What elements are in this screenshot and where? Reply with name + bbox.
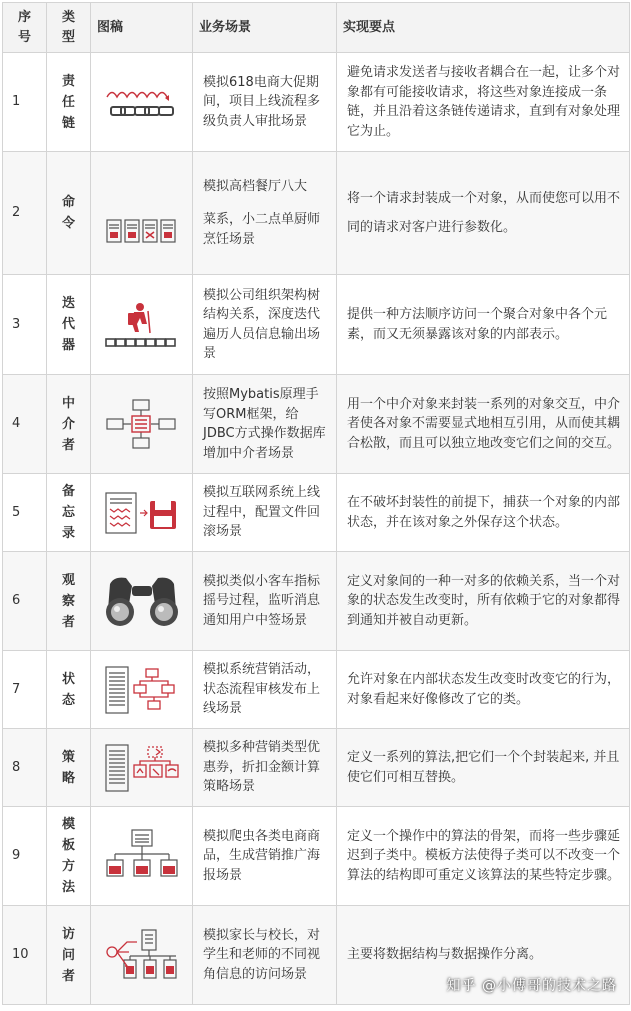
implementation-notes: 将一个请求封装成一个对象，从而使您可以用不同的请求对客户进行参数化。	[337, 152, 630, 275]
business-scene: 模拟公司组织架构树结构关系，深度迭代遍历人员信息输出场景	[193, 275, 337, 375]
table-row	[3, 729, 630, 807]
header-type: 类型	[47, 3, 91, 53]
mediator-icon	[105, 398, 179, 450]
pattern-type: 责任链	[47, 53, 91, 152]
strategy-icon	[104, 743, 180, 793]
state-flow-icon	[104, 665, 180, 715]
business-scene: 模拟618电商大促期间，项目上线流程多级负责人审批场景	[193, 53, 337, 152]
row-number: 7	[3, 651, 47, 729]
header-scene: 业务场景	[193, 3, 337, 53]
table-header-row	[3, 3, 630, 53]
implementation-notes: 用一个中介对象来封装一系列的对象交互，中介者使各对象不需要显式地相互引用，从而使其耦合松散，而且可以独立地改变它们之间的交互。	[337, 375, 630, 474]
table-row	[3, 275, 630, 375]
header-figure: 图稿	[91, 3, 193, 53]
binoculars-icon	[102, 574, 182, 628]
pattern-type: 备忘录	[47, 474, 91, 552]
implementation-notes: 提供一种方法顺序访问一个聚合对象中各个元素，而又无须暴露该对象的内部表示。	[337, 275, 630, 375]
pattern-type: 策略	[47, 729, 91, 807]
row-number: 10	[3, 906, 47, 1005]
memento-icon	[104, 491, 180, 535]
table-row	[3, 651, 630, 729]
table-row	[3, 552, 630, 651]
pattern-type: 迭代器	[47, 275, 91, 375]
table-row	[3, 807, 630, 906]
row-number: 9	[3, 807, 47, 906]
command-icon	[105, 218, 179, 246]
table-row	[3, 474, 630, 552]
business-scene: 模拟互联网系统上线过程中，配置文件回滚场景	[193, 474, 337, 552]
row-number: 6	[3, 552, 47, 651]
business-scene: 模拟系统营销活动，状态流程审核发布上线场景	[193, 651, 337, 729]
iterator-icon	[104, 301, 180, 349]
table-row	[3, 375, 630, 474]
header-no: 序号	[3, 3, 47, 53]
business-scene: 模拟多种营销类型优惠券，折扣金额计算策略场景	[193, 729, 337, 807]
table-row	[3, 152, 630, 275]
header-desc: 实现要点	[337, 3, 630, 53]
implementation-notes: 允许对象在内部状态发生改变时改变它的行为，对象看起来好像修改了它的类。	[337, 651, 630, 729]
row-number: 5	[3, 474, 47, 552]
row-number: 8	[3, 729, 47, 807]
implementation-notes: 定义一个操作中的算法的骨架，而将一些步骤延迟到子类中。模板方法使得子类可以不改变一个算法的结构即可重定义该算法的某些特定步骤。	[337, 807, 630, 906]
template-tree-icon	[105, 828, 179, 884]
business-scene: 按照Mybatis原理手写ORM框架，给JDBC方式操作数据库增加中介者场景	[193, 375, 337, 474]
business-scene: 模拟类似小客车指标摇号过程，监听消息通知用户中签场景	[193, 552, 337, 651]
pattern-type: 模板方法	[47, 807, 91, 906]
implementation-notes: 避免请求发送者与接收者耦合在一起，让多个对象都有可能接收请求，将这些对象连接成一条链，并且沿着这条链传递请求，直到有对象处理它为止。	[337, 53, 630, 152]
pattern-type: 中介者	[47, 375, 91, 474]
chain-of-responsibility-icon	[105, 85, 179, 119]
pattern-type: 状态	[47, 651, 91, 729]
business-scene: 模拟爬虫各类电商商品，生成营销推广海报场景	[193, 807, 337, 906]
implementation-notes: 定义一系列的算法,把它们一个个封装起来, 并且使它们可相互替换。	[337, 729, 630, 807]
row-number: 1	[3, 53, 47, 152]
row-number: 2	[3, 152, 47, 275]
row-number: 4	[3, 375, 47, 474]
business-scene: 模拟高档餐厅八大	[203, 178, 308, 194]
row-number: 3	[3, 275, 47, 375]
watermark: 知乎 @小傅哥的技术之路	[446, 978, 617, 994]
visitor-icon	[104, 928, 180, 982]
implementation-notes: 定义对象间的一种一对多的依赖关系，当一个对象的状态发生改变时，所有依赖于它的对象都得到通知并被自动更新。	[337, 552, 630, 651]
pattern-type: 命令	[47, 152, 91, 275]
pattern-type: 观察者	[47, 552, 91, 651]
implementation-notes: 在不破坏封装性的前提下，捕获一个对象的内部状态，并在该对象之外保存这个状态。	[337, 474, 630, 552]
implementation-notes: 主要将数据结构与数据操作分离。	[337, 906, 630, 1005]
table-row	[3, 53, 630, 152]
pattern-type: 访问者	[47, 906, 91, 1005]
business-scene-continued: 菜系，小二点单厨师烹饪场景	[203, 212, 321, 247]
business-scene: 模拟家长与校长，对学生和老师的不同视角信息的访问场景	[193, 906, 337, 1005]
design-patterns-table	[2, 2, 630, 1005]
